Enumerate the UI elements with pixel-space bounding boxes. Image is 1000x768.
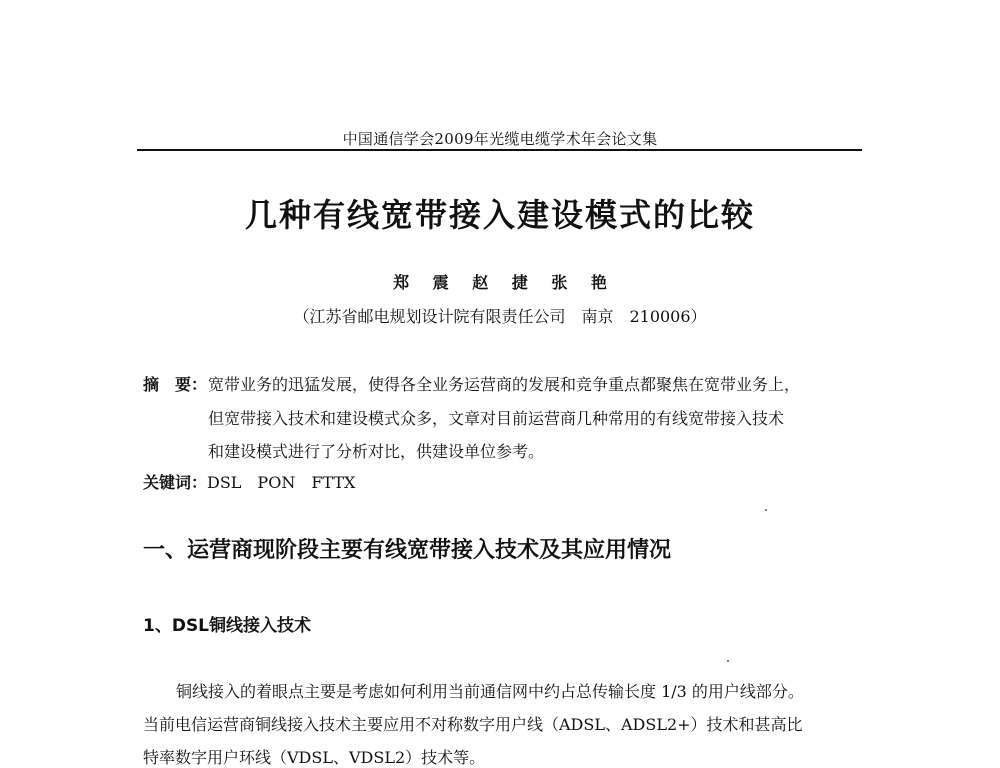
body-line: 特率数字用户环线（VDSL、VDSL2）技术等。 (143, 748, 486, 767)
keywords (143, 470, 355, 493)
scan-speck (727, 660, 729, 662)
subsection-heading: 1、DSL铜线接入技术 (143, 616, 312, 636)
authors: 郑 震 赵 捷 张 艳 (393, 273, 607, 292)
keywords-label: 关键词： (143, 473, 208, 492)
affiliation: （江苏省邮电规划设计院有限责任公司 南京 210006） (293, 307, 707, 326)
body-line: 当前电信运营商铜线接入技术主要应用不对称数字用户线（ADSL、ADSL2+）技术和甚高比 (143, 715, 803, 734)
paper-title: 几种有线宽带接入建设模式的比较 (244, 196, 755, 234)
body-line: 铜线接入的着眼点主要是考虑如何利用当前通信网中约占总传输长度 1/3 的用户线部分。 (176, 682, 804, 701)
section-heading: 一、运营商现阶段主要有线宽带接入技术及其应用情况 (143, 538, 672, 563)
header-rule (137, 149, 862, 151)
scan-speck (765, 509, 767, 511)
abstract-line: 但宽带接入技术和建设模式众多，文章对目前运营商几种常用的有线宽带接入技术 (208, 409, 785, 428)
abstract-line: 和建设模式进行了分析对比，供建设单位参考。 (208, 442, 545, 461)
running-header: 中国通信学会2009年光缆电缆学术年会论文集 (342, 130, 658, 148)
abstract-line: 宽带业务的迅猛发展，使得各全业务运营商的发展和竞争重点都聚焦在宽带业务上， (208, 375, 801, 394)
keywords-values: DSL PON FTTX (207, 473, 356, 492)
abstract-label: 摘 要： (143, 375, 208, 394)
